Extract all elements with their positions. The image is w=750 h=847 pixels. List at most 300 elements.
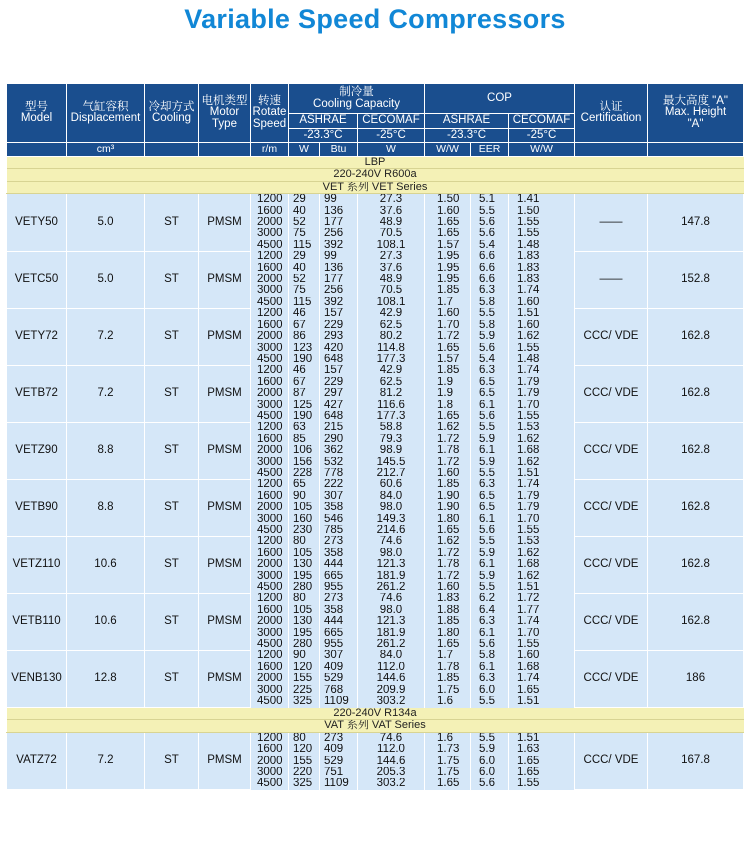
- cop-cecomaf-value: 1.74: [509, 479, 575, 490]
- section-lbp: LBP: [7, 157, 744, 169]
- cop-cecomaf-value: 1.41: [509, 194, 575, 206]
- model-name: VETB110: [7, 593, 67, 650]
- capacity-w-value: 225: [289, 685, 320, 696]
- eer-value: 5.8: [471, 297, 509, 308]
- speed-value: 2000: [251, 616, 289, 627]
- speed-value: 1600: [251, 263, 289, 274]
- capacity-cecomaf-w-value: 74.6: [358, 593, 425, 604]
- capacity-cecomaf-w-value: 108.1: [358, 297, 425, 308]
- eer-value: 6.5: [471, 491, 509, 502]
- capacity-w-value: 120: [289, 744, 320, 755]
- section-vat-series: VAT 系列 VAT Series: [7, 720, 744, 732]
- cop-ashrae-value: 1.80: [425, 628, 471, 639]
- cop-cecomaf-value: 1.83: [509, 251, 575, 262]
- cop-cecomaf-value: 1.55: [509, 411, 575, 422]
- capacity-btu-value: 297: [320, 388, 358, 399]
- cop-cecomaf-value: 1.62: [509, 457, 575, 468]
- eer-value: 6.2: [471, 593, 509, 604]
- capacity-w-value: 130: [289, 559, 320, 570]
- eer-value: 6.0: [471, 756, 509, 767]
- cop-ashrae-value: 1.78: [425, 559, 471, 570]
- cop-cecomaf-value: 1.62: [509, 331, 575, 342]
- capacity-btu-value: 157: [320, 308, 358, 319]
- cop-cecomaf-value: 1.68: [509, 662, 575, 673]
- eer-value: 6.1: [471, 559, 509, 570]
- header-max-height: 最大高度 "A" Max. Height "A": [648, 84, 744, 143]
- model-name: VETY50: [7, 194, 67, 252]
- capacity-cecomaf-w-value: 62.5: [358, 320, 425, 331]
- table-row: [7, 732, 744, 744]
- capacity-cecomaf-w-value: 121.3: [358, 559, 425, 570]
- table-row: [7, 308, 744, 319]
- capacity-btu-value: 444: [320, 616, 358, 627]
- cooling-value: ST: [145, 365, 199, 422]
- cop-cecomaf-value: 1.65: [509, 756, 575, 767]
- capacity-cecomaf-w-value: 74.6: [358, 732, 425, 744]
- speed-value: 2000: [251, 388, 289, 399]
- table-row: [7, 365, 744, 376]
- eer-value: 5.9: [471, 571, 509, 582]
- cop-ashrae-value: 1.65: [425, 778, 471, 789]
- cop-cecomaf-value: 1.62: [509, 548, 575, 559]
- capacity-w-value: 86: [289, 331, 320, 342]
- speed-value: 1200: [251, 308, 289, 319]
- speed-value: 4500: [251, 778, 289, 789]
- eer-value: 6.1: [471, 514, 509, 525]
- capacity-w-value: 67: [289, 320, 320, 331]
- capacity-cecomaf-w-value: 79.3: [358, 434, 425, 445]
- header-rotate-speed: 转速 Rotate Speed: [251, 84, 289, 143]
- eer-value: 5.4: [471, 354, 509, 365]
- eer-value: 6.3: [471, 673, 509, 684]
- capacity-cecomaf-w-value: 58.8: [358, 422, 425, 433]
- capacity-btu-value: 177: [320, 274, 358, 285]
- speed-value: 1200: [251, 365, 289, 376]
- speed-value: 1200: [251, 194, 289, 206]
- eer-value: 5.8: [471, 650, 509, 661]
- cop-cecomaf-value: 1.74: [509, 673, 575, 684]
- speed-value: 3000: [251, 457, 289, 468]
- speed-value: 2000: [251, 445, 289, 456]
- cop-cecomaf-value: 1.79: [509, 377, 575, 388]
- motor-type-value: PMSM: [199, 732, 251, 790]
- speed-value: 2000: [251, 331, 289, 342]
- header-cecomaf-capacity: CECOMAF: [358, 114, 425, 129]
- unit-height: [648, 143, 744, 157]
- header-motor-type: 电机类型 Motor Type: [199, 84, 251, 143]
- capacity-cecomaf-w-value: 48.9: [358, 274, 425, 285]
- eer-value: 5.4: [471, 240, 509, 251]
- speed-value: 1600: [251, 605, 289, 616]
- capacity-cecomaf-w-value: 98.0: [358, 605, 425, 616]
- model-name: VENB130: [7, 650, 67, 707]
- capacity-btu-value: 665: [320, 628, 358, 639]
- max-height-value: 162.8: [648, 479, 744, 536]
- cop-ashrae-value: 1.75: [425, 767, 471, 778]
- capacity-w-value: 52: [289, 217, 320, 228]
- capacity-w-value: 125: [289, 400, 320, 411]
- cop-cecomaf-value: 1.70: [509, 400, 575, 411]
- cop-ashrae-value: 1.62: [425, 536, 471, 547]
- capacity-w-value: 105: [289, 548, 320, 559]
- displacement-value: 5.0: [67, 194, 145, 252]
- eer-value: 5.6: [471, 217, 509, 228]
- cop-ashrae-value: 1.8: [425, 400, 471, 411]
- cop-ashrae-value: 1.60: [425, 206, 471, 217]
- motor-type-value: PMSM: [199, 422, 251, 479]
- capacity-cecomaf-w-value: 70.5: [358, 228, 425, 239]
- displacement-value: 7.2: [67, 365, 145, 422]
- eer-value: 6.5: [471, 377, 509, 388]
- capacity-w-value: 105: [289, 605, 320, 616]
- table-header: [7, 84, 744, 157]
- capacity-w-value: 80: [289, 732, 320, 744]
- table-row: [7, 422, 744, 433]
- cop-ashrae-value: 1.57: [425, 240, 471, 251]
- motor-type-value: PMSM: [199, 194, 251, 252]
- capacity-w-value: 67: [289, 377, 320, 388]
- cop-ashrae-value: 1.65: [425, 228, 471, 239]
- capacity-w-value: 80: [289, 593, 320, 604]
- capacity-w-value: 230: [289, 525, 320, 536]
- cooling-value: ST: [145, 422, 199, 479]
- capacity-cecomaf-w-value: 209.9: [358, 685, 425, 696]
- max-height-value: 147.8: [648, 194, 744, 252]
- max-height-value: 162.8: [648, 593, 744, 650]
- cooling-value: ST: [145, 593, 199, 650]
- cop-cecomaf-value: 1.79: [509, 388, 575, 399]
- cop-ashrae-value: 1.7: [425, 297, 471, 308]
- cop-cecomaf-value: 1.51: [509, 732, 575, 744]
- capacity-btu-value: 307: [320, 650, 358, 661]
- unit-btu: Btu: [320, 143, 358, 157]
- capacity-w-value: 115: [289, 297, 320, 308]
- speed-value: 1200: [251, 536, 289, 547]
- capacity-w-value: 80: [289, 536, 320, 547]
- eer-value: 5.9: [471, 331, 509, 342]
- eer-value: 5.9: [471, 434, 509, 445]
- cooling-value: ST: [145, 536, 199, 593]
- capacity-btu-value: 290: [320, 434, 358, 445]
- capacity-w-value: 120: [289, 662, 320, 673]
- speed-value: 3000: [251, 767, 289, 778]
- cop-ashrae-value: 1.72: [425, 571, 471, 582]
- eer-value: 6.3: [471, 365, 509, 376]
- cop-ashrae-value: 1.95: [425, 251, 471, 262]
- cop-ashrae-value: 1.88: [425, 605, 471, 616]
- speed-value: 1600: [251, 206, 289, 217]
- capacity-cecomaf-w-value: 70.5: [358, 285, 425, 296]
- capacity-cecomaf-w-value: 261.2: [358, 582, 425, 593]
- cop-cecomaf-value: 1.74: [509, 285, 575, 296]
- eer-value: 6.1: [471, 400, 509, 411]
- capacity-btu-value: 665: [320, 571, 358, 582]
- capacity-btu-value: 99: [320, 251, 358, 262]
- eer-value: 5.8: [471, 320, 509, 331]
- capacity-btu-value: 215: [320, 422, 358, 433]
- speed-value: 1600: [251, 491, 289, 502]
- table-row: [7, 536, 744, 547]
- cop-ashrae-value: 1.9: [425, 388, 471, 399]
- eer-value: 5.6: [471, 411, 509, 422]
- model-name: VATZ72: [7, 732, 67, 790]
- speed-value: 3000: [251, 228, 289, 239]
- cop-ashrae-value: 1.90: [425, 491, 471, 502]
- eer-value: 5.5: [471, 732, 509, 744]
- cop-cecomaf-value: 1.77: [509, 605, 575, 616]
- capacity-btu-value: 648: [320, 411, 358, 422]
- cop-cecomaf-value: 1.74: [509, 365, 575, 376]
- capacity-btu-value: 177: [320, 217, 358, 228]
- unit-w2: W: [358, 143, 425, 157]
- cop-cecomaf-value: 1.55: [509, 639, 575, 650]
- cop-ashrae-value: 1.65: [425, 411, 471, 422]
- capacity-w-value: 106: [289, 445, 320, 456]
- cop-cecomaf-value: 1.51: [509, 308, 575, 319]
- certification-value: CCC/ VDE: [575, 593, 648, 650]
- capacity-btu-value: 256: [320, 285, 358, 296]
- cop-ashrae-value: 1.85: [425, 616, 471, 627]
- capacity-w-value: 123: [289, 343, 320, 354]
- capacity-cecomaf-w-value: 144.6: [358, 756, 425, 767]
- speed-value: 4500: [251, 297, 289, 308]
- cop-cecomaf-value: 1.65: [509, 685, 575, 696]
- cop-cecomaf-value: 1.74: [509, 616, 575, 627]
- header-cooling: 冷却方式 Cooling: [145, 84, 199, 143]
- cop-ashrae-value: 1.6: [425, 732, 471, 744]
- cop-cecomaf-value: 1.55: [509, 217, 575, 228]
- capacity-btu-value: 785: [320, 525, 358, 536]
- capacity-cecomaf-w-value: 60.6: [358, 479, 425, 490]
- capacity-cecomaf-w-value: 98.0: [358, 548, 425, 559]
- certification-value: ——: [575, 194, 648, 252]
- capacity-btu-value: 362: [320, 445, 358, 456]
- speed-value: 1200: [251, 593, 289, 604]
- capacity-cecomaf-w-value: 144.6: [358, 673, 425, 684]
- capacity-btu-value: 358: [320, 548, 358, 559]
- cop-cecomaf-value: 1.51: [509, 696, 575, 707]
- cop-cecomaf-value: 1.63: [509, 744, 575, 755]
- speed-value: 2000: [251, 673, 289, 684]
- capacity-btu-value: 546: [320, 514, 358, 525]
- capacity-w-value: 90: [289, 491, 320, 502]
- cop-ashrae-value: 1.6: [425, 696, 471, 707]
- motor-type-value: PMSM: [199, 479, 251, 536]
- speed-value: 1200: [251, 732, 289, 744]
- cop-ashrae-value: 1.65: [425, 343, 471, 354]
- eer-value: 6.0: [471, 767, 509, 778]
- capacity-w-value: 228: [289, 468, 320, 479]
- capacity-cecomaf-w-value: 81.2: [358, 388, 425, 399]
- max-height-value: 162.8: [648, 365, 744, 422]
- capacity-w-value: 63: [289, 422, 320, 433]
- eer-value: 5.5: [471, 536, 509, 547]
- unit-cooling: [145, 143, 199, 157]
- capacity-cecomaf-w-value: 116.6: [358, 400, 425, 411]
- header-certification: 认证 Certification: [575, 84, 648, 143]
- capacity-cecomaf-w-value: 181.9: [358, 628, 425, 639]
- cop-cecomaf-value: 1.83: [509, 274, 575, 285]
- speed-value: 1200: [251, 479, 289, 490]
- capacity-cecomaf-w-value: 121.3: [358, 616, 425, 627]
- capacity-cecomaf-w-value: 74.6: [358, 536, 425, 547]
- certification-value: CCC/ VDE: [575, 479, 648, 536]
- displacement-value: 12.8: [67, 650, 145, 707]
- cooling-value: ST: [145, 732, 199, 790]
- cop-cecomaf-value: 1.48: [509, 240, 575, 251]
- header-model: 型号 Model: [7, 84, 67, 143]
- capacity-btu-value: 444: [320, 559, 358, 570]
- capacity-btu-value: 529: [320, 756, 358, 767]
- eer-value: 5.6: [471, 525, 509, 536]
- capacity-btu-value: 1109: [320, 696, 358, 707]
- capacity-btu-value: 751: [320, 767, 358, 778]
- capacity-btu-value: 420: [320, 343, 358, 354]
- capacity-w-value: 160: [289, 514, 320, 525]
- capacity-btu-value: 273: [320, 732, 358, 744]
- cooling-value: ST: [145, 251, 199, 308]
- model-name: VETZ90: [7, 422, 67, 479]
- speed-value: 4500: [251, 525, 289, 536]
- displacement-value: 5.0: [67, 251, 145, 308]
- capacity-cecomaf-w-value: 84.0: [358, 491, 425, 502]
- capacity-cecomaf-w-value: 42.9: [358, 308, 425, 319]
- table-row: [7, 251, 744, 262]
- capacity-btu-value: 955: [320, 582, 358, 593]
- cop-ashrae-value: 1.95: [425, 263, 471, 274]
- motor-type-value: PMSM: [199, 308, 251, 365]
- unit-model: [7, 143, 67, 157]
- capacity-cecomaf-w-value: 80.2: [358, 331, 425, 342]
- capacity-cecomaf-w-value: 84.0: [358, 650, 425, 661]
- cop-ashrae-value: 1.85: [425, 285, 471, 296]
- speed-value: 2000: [251, 559, 289, 570]
- speed-value: 1600: [251, 377, 289, 388]
- capacity-w-value: 29: [289, 251, 320, 262]
- capacity-btu-value: 358: [320, 605, 358, 616]
- capacity-cecomaf-w-value: 177.3: [358, 411, 425, 422]
- capacity-btu-value: 427: [320, 400, 358, 411]
- capacity-w-value: 87: [289, 388, 320, 399]
- cop-ashrae-value: 1.72: [425, 548, 471, 559]
- cop-cecomaf-value: 1.48: [509, 354, 575, 365]
- eer-value: 5.5: [471, 696, 509, 707]
- cop-ashrae-value: 1.75: [425, 756, 471, 767]
- cop-ashrae-value: 1.72: [425, 331, 471, 342]
- certification-value: CCC/ VDE: [575, 422, 648, 479]
- max-height-value: 162.8: [648, 422, 744, 479]
- capacity-btu-value: 1109: [320, 778, 358, 789]
- eer-value: 6.6: [471, 251, 509, 262]
- capacity-cecomaf-w-value: 108.1: [358, 240, 425, 251]
- capacity-cecomaf-w-value: 98.9: [358, 445, 425, 456]
- eer-value: 6.1: [471, 662, 509, 673]
- cop-ashrae-value: 1.73: [425, 744, 471, 755]
- eer-value: 5.9: [471, 548, 509, 559]
- eer-value: 5.6: [471, 639, 509, 650]
- header-temp-3: -23.3°C: [425, 129, 509, 143]
- max-height-value: 162.8: [648, 536, 744, 593]
- cop-ashrae-value: 1.72: [425, 434, 471, 445]
- capacity-cecomaf-w-value: 27.3: [358, 251, 425, 262]
- cop-cecomaf-value: 1.60: [509, 650, 575, 661]
- cop-cecomaf-value: 1.70: [509, 514, 575, 525]
- header-displacement: 气缸容积 Displacement: [67, 84, 145, 143]
- capacity-cecomaf-w-value: 112.0: [358, 662, 425, 673]
- speed-value: 3000: [251, 400, 289, 411]
- speed-value: 3000: [251, 628, 289, 639]
- capacity-w-value: 280: [289, 639, 320, 650]
- capacity-w-value: 190: [289, 411, 320, 422]
- header-temp-1: -23.3°C: [289, 129, 358, 143]
- capacity-btu-value: 532: [320, 457, 358, 468]
- cooling-value: ST: [145, 479, 199, 536]
- cop-cecomaf-value: 1.65: [509, 767, 575, 778]
- speed-value: 3000: [251, 343, 289, 354]
- motor-type-value: PMSM: [199, 593, 251, 650]
- cop-cecomaf-value: 1.68: [509, 445, 575, 456]
- capacity-btu-value: 273: [320, 593, 358, 604]
- capacity-btu-value: 293: [320, 331, 358, 342]
- max-height-value: 167.8: [648, 732, 744, 790]
- speed-value: 3000: [251, 685, 289, 696]
- capacity-w-value: 46: [289, 308, 320, 319]
- max-height-value: 186: [648, 650, 744, 707]
- displacement-value: 10.6: [67, 536, 145, 593]
- cop-ashrae-value: 1.83: [425, 593, 471, 604]
- cop-ashrae-value: 1.72: [425, 457, 471, 468]
- motor-type-value: PMSM: [199, 365, 251, 422]
- certification-value: CCC/ VDE: [575, 365, 648, 422]
- capacity-w-value: 52: [289, 274, 320, 285]
- capacity-cecomaf-w-value: 214.6: [358, 525, 425, 536]
- unit-ww: W/W: [425, 143, 471, 157]
- capacity-w-value: 130: [289, 616, 320, 627]
- capacity-w-value: 90: [289, 650, 320, 661]
- speed-value: 2000: [251, 502, 289, 513]
- capacity-btu-value: 136: [320, 206, 358, 217]
- eer-value: 5.1: [471, 194, 509, 206]
- capacity-cecomaf-w-value: 149.3: [358, 514, 425, 525]
- cop-cecomaf-value: 1.60: [509, 320, 575, 331]
- max-height-value: 152.8: [648, 251, 744, 308]
- cop-ashrae-value: 1.50: [425, 194, 471, 206]
- capacity-btu-value: 392: [320, 240, 358, 251]
- capacity-btu-value: 529: [320, 673, 358, 684]
- eer-value: 5.6: [471, 228, 509, 239]
- capacity-cecomaf-w-value: 37.6: [358, 263, 425, 274]
- capacity-w-value: 46: [289, 365, 320, 376]
- cop-ashrae-value: 1.75: [425, 685, 471, 696]
- capacity-cecomaf-w-value: 261.2: [358, 639, 425, 650]
- eer-value: 6.1: [471, 445, 509, 456]
- speed-value: 1600: [251, 434, 289, 445]
- capacity-cecomaf-w-value: 112.0: [358, 744, 425, 755]
- speed-value: 4500: [251, 696, 289, 707]
- cop-ashrae-value: 1.78: [425, 445, 471, 456]
- capacity-btu-value: 273: [320, 536, 358, 547]
- section-vet-series: VET 系列 VET Series: [7, 181, 744, 193]
- motor-type-value: PMSM: [199, 650, 251, 707]
- eer-value: 6.5: [471, 502, 509, 513]
- table-body: [7, 157, 744, 790]
- capacity-btu-value: 256: [320, 228, 358, 239]
- capacity-cecomaf-w-value: 177.3: [358, 354, 425, 365]
- capacity-w-value: 190: [289, 354, 320, 365]
- cop-cecomaf-value: 1.53: [509, 422, 575, 433]
- motor-type-value: PMSM: [199, 251, 251, 308]
- spec-table: [6, 83, 744, 790]
